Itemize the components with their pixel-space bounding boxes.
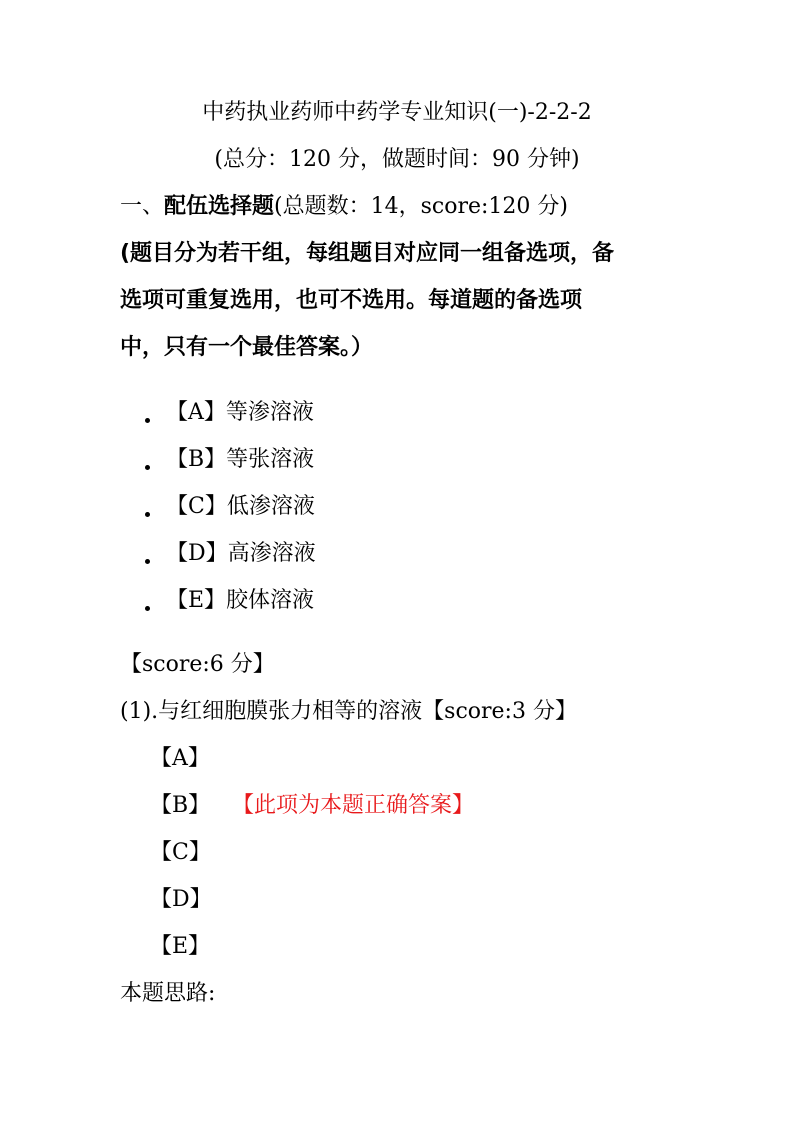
option-c: 【C】低渗溶液 bbox=[166, 494, 315, 519]
explanation-label: 本题思路: bbox=[120, 981, 216, 1006]
section-heading bbox=[120, 192, 568, 222]
document-subtitle: (总分：120 分，做题时间：90 分钟) bbox=[214, 147, 580, 172]
option-a: 【A】等渗溶液 bbox=[166, 400, 314, 425]
answer-c: 【C】 bbox=[150, 840, 211, 865]
bullet-icon bbox=[145, 512, 150, 517]
instructions-line-2: 选项可重复选用，也可不选用。每道题的备选项 bbox=[120, 288, 583, 313]
bullet-icon bbox=[145, 606, 150, 611]
section-meta: (总题数：14，score:120 分) bbox=[274, 194, 568, 219]
answer-d: 【D】 bbox=[150, 887, 212, 912]
answer-a: 【A】 bbox=[150, 746, 210, 771]
instructions-line-3: 中，只有一个最佳答案。） bbox=[120, 335, 374, 360]
answer-e: 【E】 bbox=[150, 934, 211, 959]
document-title: 中药执业药师中药学专业知识(一)-2-2-2 bbox=[202, 100, 592, 125]
section-prefix: 一、 bbox=[120, 194, 165, 219]
section-name: 配伍选择题 bbox=[164, 194, 275, 219]
bullet-icon bbox=[145, 418, 150, 423]
instructions-line-1: (题目分为若干组，每组题目对应同一组备选项，备 bbox=[120, 241, 615, 266]
option-d: 【D】高渗溶液 bbox=[166, 541, 316, 566]
option-b: 【B】等张溶液 bbox=[166, 447, 315, 472]
correct-answer-note: 【此项为本题正确答案】 bbox=[232, 793, 475, 818]
bullet-icon bbox=[145, 465, 150, 470]
bullet-icon bbox=[145, 559, 150, 564]
answer-b: 【B】 bbox=[150, 793, 211, 818]
group-score: 【score:6 分】 bbox=[120, 652, 275, 677]
question-text: (1).与红细胞膜张力相等的溶液【score:3 分】 bbox=[120, 699, 577, 724]
option-e: 【E】胶体溶液 bbox=[166, 588, 315, 613]
